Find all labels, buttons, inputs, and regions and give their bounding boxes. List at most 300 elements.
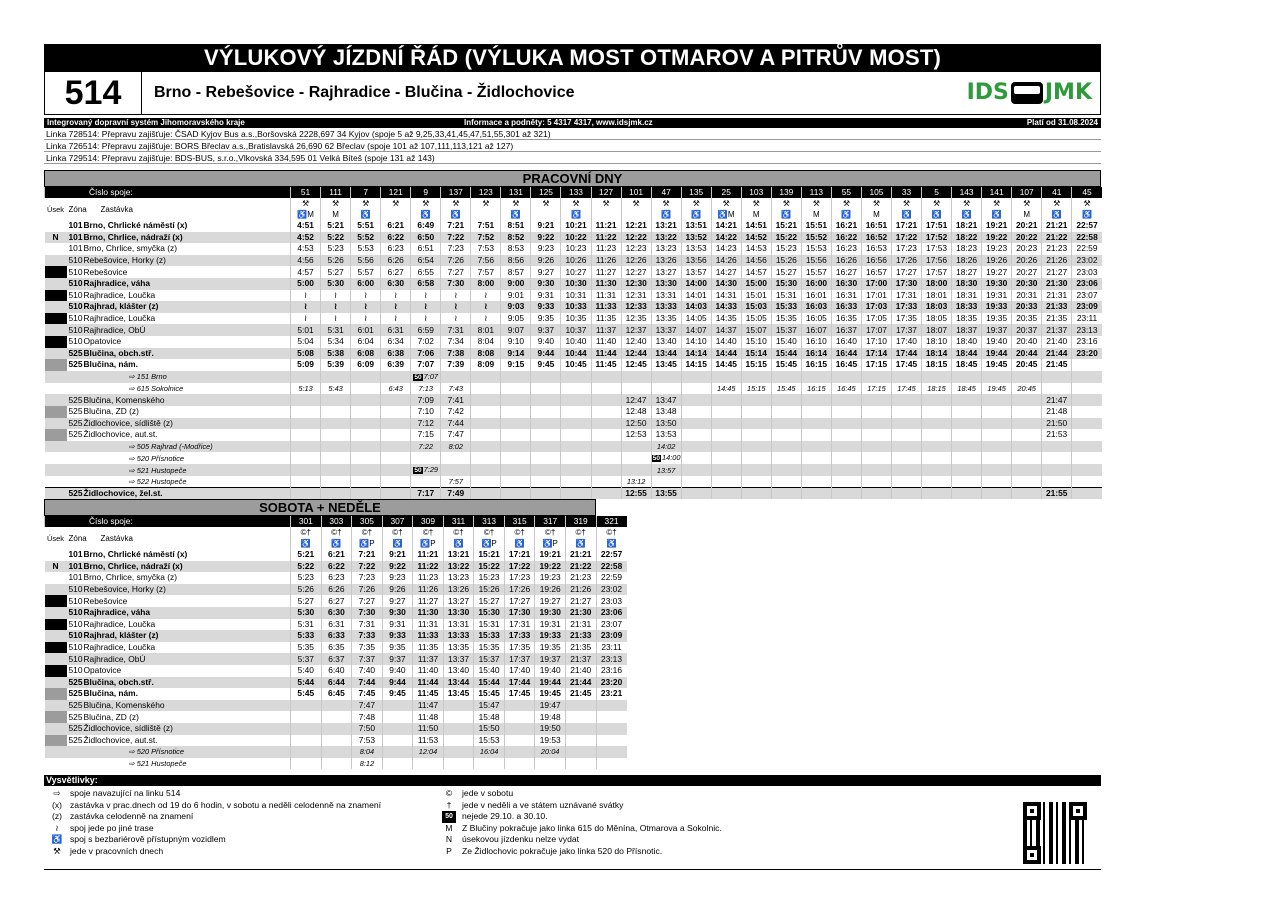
info-bar <box>44 118 1101 128</box>
departure-time <box>711 464 741 476</box>
stop-row <box>45 688 627 700</box>
departure-time: 20:04 <box>535 746 566 758</box>
qr-code[interactable] <box>1023 802 1087 864</box>
departure-time <box>801 452 831 464</box>
departure-time: 15:03 <box>741 301 771 313</box>
departure-time: ≀ <box>291 290 321 302</box>
departure-time: 13:35 <box>443 642 474 654</box>
usek-cell <box>45 677 67 689</box>
usek-cell <box>45 653 67 665</box>
departure-time: 21:53 <box>1042 429 1072 441</box>
departure-time <box>741 441 771 453</box>
departure-time <box>501 429 531 441</box>
operating-days-icon: ⚒ <box>771 198 801 209</box>
departure-time <box>381 476 411 488</box>
departure-time <box>801 488 831 500</box>
departure-time <box>596 735 627 747</box>
departure-time: ≀ <box>291 313 321 325</box>
departure-time <box>531 464 561 476</box>
stop-row <box>45 607 627 619</box>
departure-time: 7:47 <box>441 429 471 441</box>
departure-time <box>351 383 381 395</box>
departure-time <box>535 758 566 770</box>
departure-time: 11:23 <box>591 243 621 255</box>
trip-number: 41 <box>1042 187 1072 198</box>
operating-days-icon: ©† <box>382 527 413 538</box>
departure-time <box>741 429 771 441</box>
departure-time <box>922 464 952 476</box>
departure-time: 13:26 <box>443 584 474 596</box>
departure-time: 10:27 <box>561 266 591 278</box>
departure-time: 18:22 <box>952 232 982 244</box>
stop-row <box>45 406 1102 418</box>
note-50-badge: 50 <box>414 467 422 475</box>
departure-time <box>1042 452 1072 464</box>
departure-time <box>1012 371 1042 383</box>
stop-row <box>45 429 1102 441</box>
departure-time: 5:45 <box>291 688 322 700</box>
departure-time: 18:14 <box>922 348 952 360</box>
departure-time <box>952 476 982 488</box>
usek-cell <box>45 688 67 700</box>
departure-time <box>291 700 322 712</box>
departure-time: 14:01 <box>681 290 711 302</box>
departure-time: 8:04 <box>352 746 383 758</box>
departure-time: 7:57 <box>471 266 501 278</box>
departure-time: 17:51 <box>922 220 952 232</box>
stop-row <box>45 220 1102 232</box>
departure-time: 5:01 <box>291 324 321 336</box>
departure-time: 9:15 <box>501 359 531 371</box>
departure-time <box>861 476 891 488</box>
legend-symbol: (x) <box>51 799 63 810</box>
departure-time: ≀ <box>291 301 321 313</box>
departure-time: 18:40 <box>952 336 982 348</box>
departure-time <box>681 406 711 418</box>
departure-time: 11:23 <box>413 572 444 584</box>
departure-time <box>891 476 921 488</box>
departure-time: 21:55 <box>1042 488 1072 500</box>
departure-time: 15:53 <box>801 243 831 255</box>
stop-name: Rajhradice, Loučka <box>83 313 156 324</box>
trip-number: 33 <box>891 187 921 198</box>
trip-note-icon: ♿ <box>501 209 531 220</box>
stop-name: Blučina, nám. <box>83 688 138 699</box>
departure-time: 9:27 <box>531 266 561 278</box>
departure-time: 9:35 <box>531 313 561 325</box>
departure-time <box>982 476 1012 488</box>
departure-time: 4:57 <box>291 266 321 278</box>
departure-time: 11:22 <box>413 561 444 573</box>
bus-icon <box>1011 82 1043 104</box>
departure-time <box>561 429 591 441</box>
departure-time: 8:57 <box>501 266 531 278</box>
zone-cell: 525 <box>68 429 83 440</box>
departure-time: 12:48 <box>621 406 651 418</box>
trip-number: 5 <box>922 187 952 198</box>
departure-time <box>741 476 771 488</box>
departure-time: 21:35 <box>1042 313 1072 325</box>
departure-time: 5:33 <box>291 630 322 642</box>
departure-time <box>982 441 1012 453</box>
departure-time: ≀ <box>471 290 501 302</box>
departure-time: 17:15 <box>861 383 891 395</box>
departure-time <box>982 394 1012 406</box>
departure-time: 7:06 <box>411 348 441 360</box>
departure-time <box>443 746 474 758</box>
departure-time: 6:31 <box>321 619 352 631</box>
stop-name: Brno, Chrlické náměstí (x) <box>83 549 188 560</box>
departure-time <box>381 418 411 430</box>
departure-time: 16:10 <box>801 336 831 348</box>
departure-time: 21:40 <box>565 665 596 677</box>
trip-note-icon: M <box>741 209 771 220</box>
departure-time <box>381 488 411 500</box>
stop-row <box>45 711 627 723</box>
departure-time: 5:09 <box>291 359 321 371</box>
stop-row <box>45 336 1102 348</box>
usek-cell <box>45 313 67 325</box>
trip-note-icon: ♿ <box>922 209 952 220</box>
stop-name: ⇨ 521 Hustopeče <box>128 758 187 768</box>
departure-time: 11:44 <box>413 677 444 689</box>
departure-time <box>711 394 741 406</box>
departure-time: 19:45 <box>982 359 1012 371</box>
departure-time: 23:02 <box>596 584 627 596</box>
departure-time: 14:37 <box>711 324 741 336</box>
departure-time <box>561 383 591 395</box>
departure-time <box>711 429 741 441</box>
departure-time: 12:37 <box>621 324 651 336</box>
departure-time <box>443 735 474 747</box>
departure-time <box>1072 359 1102 371</box>
departure-time: 23:09 <box>1072 301 1102 313</box>
trip-number: 303 <box>321 516 352 527</box>
departure-time: 15:15 <box>741 359 771 371</box>
departure-time: 5:26 <box>291 584 322 596</box>
departure-time: 6:27 <box>321 595 352 607</box>
departure-time: 13:22 <box>651 232 681 244</box>
trip-note-icon: ♿ <box>443 538 474 549</box>
stop-row <box>45 723 627 735</box>
departure-time: 7:53 <box>352 735 383 747</box>
departure-time <box>1012 406 1042 418</box>
departure-time: ≀ <box>471 301 501 313</box>
legend-symbol: (z) <box>51 811 63 821</box>
departure-time: 11:33 <box>591 301 621 313</box>
departure-time: 17:23 <box>504 572 535 584</box>
departure-time: 7:44 <box>441 418 471 430</box>
departure-time: 9:40 <box>382 665 413 677</box>
departure-time: 6:43 <box>381 383 411 395</box>
departure-time: 19:37 <box>982 324 1012 336</box>
departure-time: 19:26 <box>535 584 566 596</box>
valid-from: Platí od 31.08.2024 <box>1026 118 1098 127</box>
usek-cell <box>45 394 67 406</box>
departure-time: 19:22 <box>535 561 566 573</box>
zone-header: Zóna <box>68 204 87 214</box>
legend-text: spoje navazující na linku 514 <box>70 788 181 798</box>
departure-time: 16:05 <box>801 313 831 325</box>
departure-time: 17:23 <box>891 243 921 255</box>
trip-note-icon: ♿P <box>535 538 566 549</box>
departure-time: 19:45 <box>535 688 566 700</box>
departure-time: 21:33 <box>1042 301 1072 313</box>
departure-time <box>922 441 952 453</box>
departure-time <box>651 383 681 395</box>
trip-number: 101 <box>621 187 651 198</box>
departure-time: 6:21 <box>321 549 352 561</box>
departure-time <box>771 371 801 383</box>
legend-title: Vysvětlivky: <box>44 775 1101 786</box>
departure-time <box>1012 452 1042 464</box>
departure-time: 13:44 <box>651 348 681 360</box>
departure-time: 5:21 <box>291 549 322 561</box>
departure-time: 7:12 <box>411 418 441 430</box>
stop-row <box>45 371 1102 383</box>
departure-time: ≀ <box>471 313 501 325</box>
departure-time <box>771 464 801 476</box>
departure-time <box>504 711 535 723</box>
departure-time: 7:50 <box>352 723 383 735</box>
departure-time: 21:26 <box>565 584 596 596</box>
operating-days-icon: ⚒ <box>651 198 681 209</box>
departure-time <box>1042 476 1072 488</box>
legend-left <box>44 788 381 857</box>
usek-cell <box>45 758 67 770</box>
note-50-badge: 50 <box>414 373 422 381</box>
trip-number: 317 <box>535 516 566 527</box>
departure-time: 19:44 <box>982 348 1012 360</box>
departure-time: 7:38 <box>441 348 471 360</box>
departure-time <box>1072 371 1102 383</box>
stop-name: Rajhrad, klášter (z) <box>81 301 291 313</box>
trip-number: 107 <box>1012 187 1042 198</box>
legend-text: jede v neděli a ve státem uznávané svátky <box>462 799 624 810</box>
departure-time <box>771 406 801 418</box>
usek-cell <box>45 488 67 500</box>
legend-item <box>44 834 381 846</box>
stop-name: ⇨ 520 Přísnotice <box>81 746 291 758</box>
stop-name: Rajhradice, ObÚ <box>81 653 291 665</box>
departure-time <box>831 441 861 453</box>
departure-time: 10:30 <box>561 278 591 290</box>
operating-days-icon: ⚒ <box>291 198 321 209</box>
departure-time <box>861 371 891 383</box>
operating-days-icon: ⚒ <box>741 198 771 209</box>
departure-time: 13:40 <box>443 665 474 677</box>
departure-time <box>711 371 741 383</box>
departure-time: 16:57 <box>861 266 891 278</box>
stop-name: Blučina, ZD (z) <box>83 711 139 722</box>
zone-cell: 510 <box>68 289 83 300</box>
departure-time <box>561 476 591 488</box>
trip-note-icon: ♿ <box>321 538 352 549</box>
trip-note-icon: ♿ <box>411 209 441 220</box>
departure-time <box>565 746 596 758</box>
departure-time: 16:31 <box>831 290 861 302</box>
departure-time: 20:31 <box>1012 290 1042 302</box>
departure-time: 14:45 <box>711 359 741 371</box>
departure-time <box>771 418 801 430</box>
departure-time <box>922 429 952 441</box>
departure-time: 10:44 <box>561 348 591 360</box>
departure-time <box>351 371 381 383</box>
operating-days-icon: ©† <box>413 527 444 538</box>
departure-time: 20:21 <box>1012 220 1042 232</box>
departure-time <box>681 371 711 383</box>
departure-time: 15:56 <box>801 255 831 267</box>
departure-time: 22:58 <box>596 561 627 573</box>
departure-time: 15:44 <box>474 677 505 689</box>
departure-time: 18:44 <box>952 348 982 360</box>
operating-days-icon: ⚒ <box>411 198 441 209</box>
departure-time <box>565 758 596 770</box>
departure-time: 5:21 <box>321 220 351 232</box>
legend-text: nejede 29.10. a 30.10. <box>462 811 548 821</box>
departure-time: 15:40 <box>474 665 505 677</box>
departure-time <box>741 464 771 476</box>
departure-time: 7:37 <box>352 653 383 665</box>
weekend-section <box>44 499 623 769</box>
departure-time <box>711 418 741 430</box>
departure-time: 9:35 <box>382 642 413 654</box>
departure-time <box>443 723 474 735</box>
departure-time: 16:00 <box>801 278 831 290</box>
departure-time: 13:57 <box>651 464 681 476</box>
usek-cell <box>45 371 67 383</box>
departure-time <box>531 441 561 453</box>
departure-time: 14:26 <box>711 255 741 267</box>
stop-name: Rajhradice, ObÚ <box>81 324 291 336</box>
legend <box>44 775 1101 870</box>
trip-number: 143 <box>952 187 982 198</box>
departure-time <box>831 429 861 441</box>
departure-time: 7:42 <box>441 406 471 418</box>
departure-time: 14:31 <box>711 290 741 302</box>
departure-time: 17:57 <box>922 266 952 278</box>
departure-time: 15:50 <box>474 723 505 735</box>
trip-note-icon: ♿ <box>565 538 596 549</box>
departure-time: 23:06 <box>1072 278 1102 290</box>
departure-time: 5:23 <box>321 243 351 255</box>
departure-time: 7:53 <box>471 243 501 255</box>
departure-time <box>982 406 1012 418</box>
departure-time <box>891 452 921 464</box>
departure-time <box>381 406 411 418</box>
departure-time: 17:45 <box>891 383 921 395</box>
departure-time: 10:23 <box>561 243 591 255</box>
stop-name: Brno, Chrlické náměstí (x) <box>83 220 188 231</box>
departure-time <box>1012 464 1042 476</box>
departure-time: 6:37 <box>321 653 352 665</box>
departure-time: 14:35 <box>711 313 741 325</box>
departure-time: 19:21 <box>982 220 1012 232</box>
departure-time: 9:37 <box>382 653 413 665</box>
departure-time <box>1072 418 1102 430</box>
departure-time <box>321 452 351 464</box>
legend-text: úsekovou jízdenku nelze vydat <box>462 834 580 844</box>
departure-time: 17:07 <box>861 324 891 336</box>
departure-time <box>591 441 621 453</box>
usek-cell <box>45 278 67 290</box>
stop-row <box>45 313 1102 325</box>
departure-time: 16:35 <box>831 313 861 325</box>
trip-number: 315 <box>504 516 535 527</box>
departure-time: 21:44 <box>565 677 596 689</box>
departure-time: 9:31 <box>531 290 561 302</box>
departure-time <box>621 371 651 383</box>
departure-time: 19:31 <box>535 619 566 631</box>
departure-time <box>681 441 711 453</box>
departure-time: 4:52 <box>291 232 321 244</box>
departure-time: 21:26 <box>1042 255 1072 267</box>
zone-cell: 510 <box>68 255 83 266</box>
departure-time: 11:27 <box>591 266 621 278</box>
departure-time <box>382 746 413 758</box>
departure-time: 15:35 <box>771 313 801 325</box>
departure-time: 21:27 <box>565 595 596 607</box>
departure-time: 15:45 <box>771 383 801 395</box>
departure-time <box>621 464 651 476</box>
stop-row <box>45 290 1102 302</box>
departure-time: 17:14 <box>861 348 891 360</box>
departure-time <box>801 394 831 406</box>
stop-name: Židlochovice, sídliště (z) <box>81 418 291 430</box>
usek-cell <box>45 700 67 712</box>
departure-time <box>891 464 921 476</box>
departure-time: 15:37 <box>474 653 505 665</box>
departure-time: 13:48 <box>651 406 681 418</box>
departure-time: 5:08 <box>291 348 321 360</box>
trip-number: 135 <box>681 187 711 198</box>
stop-row <box>45 394 1102 406</box>
zone-cell: 101 <box>68 231 83 242</box>
departure-time <box>504 758 535 770</box>
departure-time: 17:01 <box>861 290 891 302</box>
departure-time: 23:07 <box>596 619 627 631</box>
departure-time: 13:40 <box>651 336 681 348</box>
departure-time: 17:05 <box>861 313 891 325</box>
departure-time: 12:40 <box>621 336 651 348</box>
departure-time: 7:41 <box>441 394 471 406</box>
departure-time <box>531 476 561 488</box>
operator-line: Linka 728514: Přepravu zajišťuje: ČSAD Kyjov Bus a.s.,Boršovská 2228,697 34 Kyjov (spoje 5 až 9,25,33,41,45,47,51,55,301 až 321) <box>44 128 1101 140</box>
departure-time <box>561 406 591 418</box>
departure-time: ≀ <box>411 290 441 302</box>
departure-time: 22:57 <box>596 549 627 561</box>
legend-text: spoj s bezbariérově přístupným vozidlem <box>70 834 226 844</box>
departure-time: 17:52 <box>922 232 952 244</box>
departure-time: 21:21 <box>1042 220 1072 232</box>
legend-text: jede v sobotu <box>462 788 514 798</box>
zone-cell <box>67 464 81 476</box>
departure-time: 15:01 <box>741 290 771 302</box>
departure-time: 17:35 <box>891 313 921 325</box>
trip-note-icon: ♿ <box>1042 209 1072 220</box>
trip-note-icon: ♿M <box>711 209 741 220</box>
departure-time: 9:33 <box>382 630 413 642</box>
departure-time: 16:33 <box>831 301 861 313</box>
departure-time <box>801 418 831 430</box>
departure-time: 6:31 <box>381 324 411 336</box>
departure-time <box>831 371 861 383</box>
departure-time: 17:03 <box>861 301 891 313</box>
departure-time: 9:23 <box>531 243 561 255</box>
departure-time: 17:44 <box>504 677 535 689</box>
departure-time: 13:27 <box>443 595 474 607</box>
trip-note-icon: ♿ <box>831 209 861 220</box>
